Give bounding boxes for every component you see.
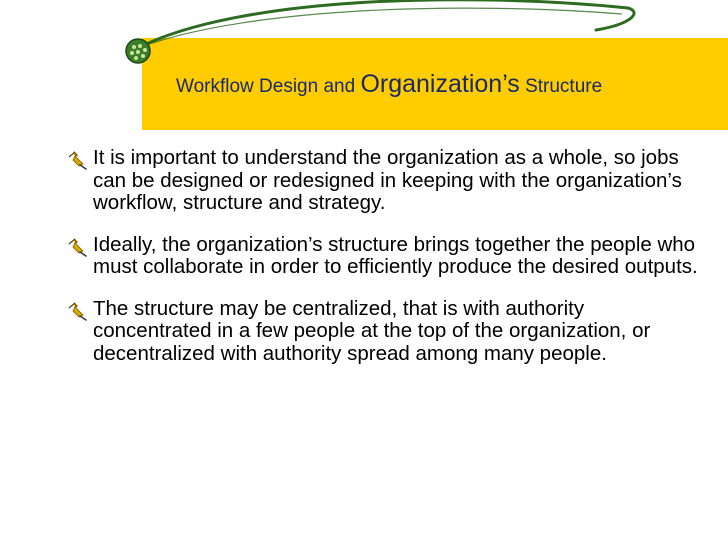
bullet-text: The structure may be centralized, that is with authority concentrated in a few people at the top of the organization, or decentralized with authority spread among many people. [93, 296, 651, 365]
bullet-list [66, 147, 706, 384]
bullet-text: Ideally, the organization’s structure brings together the people who must collaborate in order to efficiently produce the desired outputs. [93, 232, 698, 278]
title-part-2: Organization’s [360, 70, 520, 98]
bullet-item [66, 147, 706, 215]
title-part-1: Workflow Design and [176, 76, 361, 97]
bullet-text: It is important to understand the organization as a whole, so jobs can be designed or redesigned in keeping with the organization’s workflow, structure and strategy. [93, 146, 682, 214]
bullet-item [66, 234, 706, 279]
gold-tack-icon [66, 299, 90, 321]
bullet-item [66, 298, 706, 366]
gold-tack-icon [66, 235, 90, 257]
slide-title [176, 70, 716, 99]
green-orb-icon [126, 39, 150, 63]
gold-tack-icon [66, 148, 90, 170]
title-part-3: Structure [519, 76, 603, 97]
